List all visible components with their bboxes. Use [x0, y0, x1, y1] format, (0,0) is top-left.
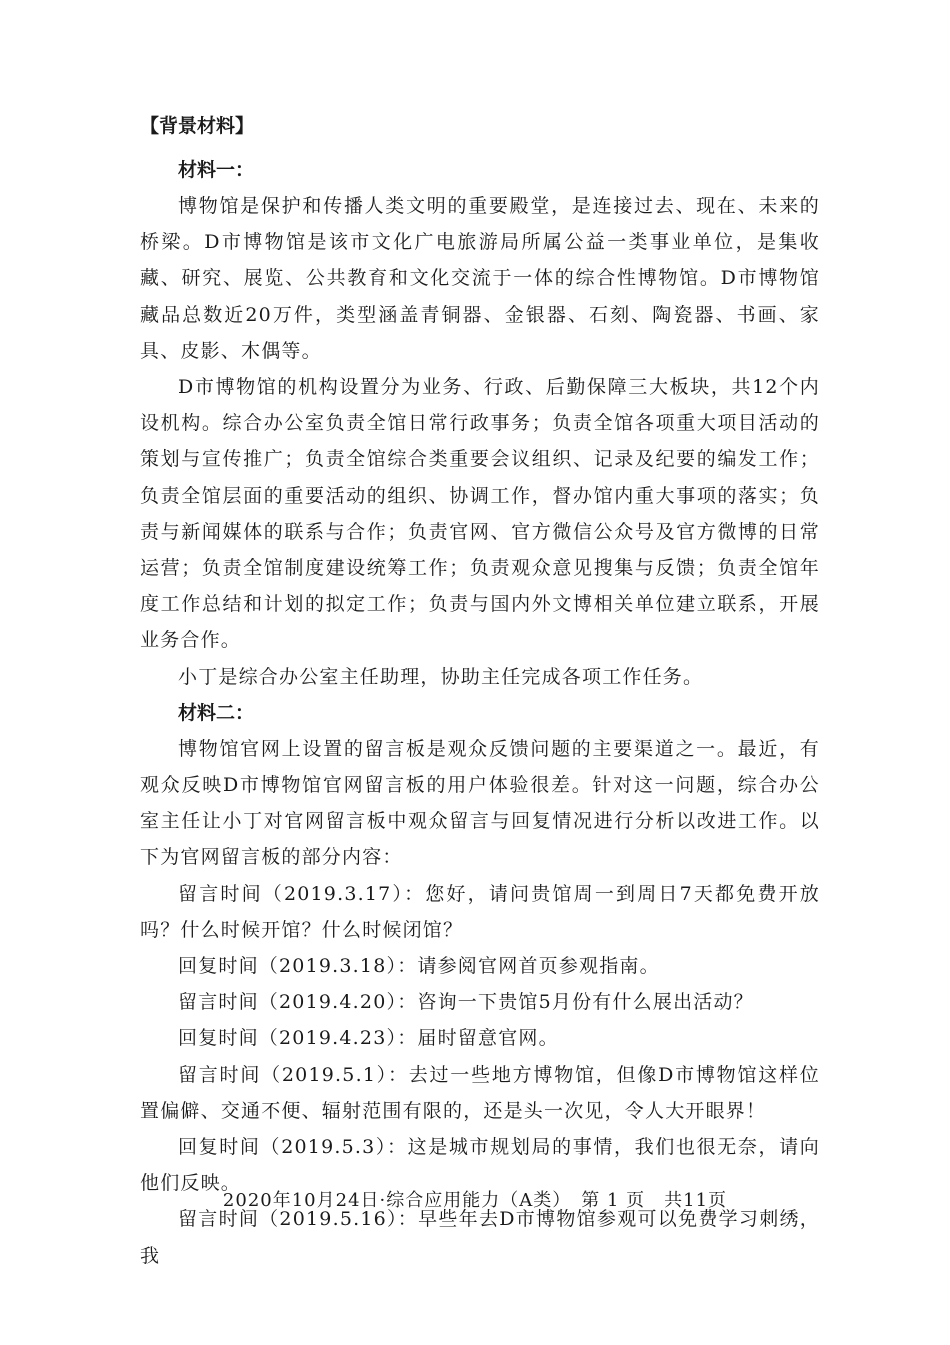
page-footer: 2020年10月24日·综合应用能力（A类） 第 1 页 共11页 — [222, 1190, 728, 1211]
message-entry: 留言时间（2019.3.17）：您好，请问贵馆周一到周日7天都免费开放吗？什么时候开馆？什么时候闭馆？ — [140, 882, 820, 941]
material-1-paragraph-3: 小丁是综合办公室主任助理，协助主任完成各项工作任务。 — [178, 665, 704, 688]
message-entry: 留言时间（2019.4.20）：咨询一下贵馆5月份有什么展出活动？ — [178, 991, 754, 1014]
material-2-paragraph-1: 博物馆官网上设置的留言板是观众反馈问题的主要渠道之一。最近，有观众反映D市博物馆官网留言板的用户体验很差。针对这一问题，综合办公室主任让小丁对官网留言板中观众留言与回复情况进行分析以改进工作。以下为官网留言板的部分内容： — [140, 737, 820, 869]
reply-entry: 回复时间（2019.5.3）：这是城市规划局的事情，我们也很无奈，请向他们反映。 — [140, 1136, 820, 1195]
page-content — [140, 108, 820, 1274]
message-entry: 留言时间（2019.5.16）：早些年去D市博物馆参观可以免费学习刺绣，我 — [140, 1208, 820, 1267]
material-1-paragraph-2: D市博物馆的机构设置分为业务、行政、后勤保障三大板块，共12个内设机构。综合办公室负责全馆日常行政事务；负责全馆各项重大项目活动的策划与宣传推广；负责全馆综合类重要会议组织、记录及纪要的编发工作；负责全馆层面的重要活动的组织、协调工作，督办馆内重大事项的落实；负责与新闻媒体的联系与合作；负责官网、官方微信公众号及官方微博的日常运营；负责全馆制度建设统筹工作；负责观众意见搜集与反馈；负责全馆年度工作总结和计划的拟定工作；负责与国内外文博相关单位建立联系，开展业务合作。 — [140, 376, 820, 652]
message-entry: 留言时间（2019.5.1）：去过一些地方博物馆，但像D市博物馆这样位置偏僻、交通不便、辐射范围有限的，还是头一次见，令人大开眼界！ — [140, 1063, 820, 1122]
material-1-title: 材料一： — [178, 159, 255, 181]
reply-entry: 回复时间（2019.3.18）：请参阅官网首页参观指南。 — [178, 955, 660, 978]
material-1-paragraph-1: 博物馆是保护和传播人类文明的重要殿堂，是连接过去、现在、未来的桥梁。D市博物馆是该市文化广电旅游局所属公益一类事业单位，是集收藏、研究、展览、公共教育和文化交流于一体的综合性博物馆。D市博物馆藏品总数近20万件，类型涵盖青铜器、金银器、石刻、陶瓷器、书画、家具、皮影、木偶等。 — [140, 195, 820, 362]
material-2-title: 材料二： — [178, 701, 255, 724]
reply-entry: 回复时间（2019.4.23）：届时留意官网。 — [178, 1027, 559, 1050]
section-title: 【背景材料】 — [140, 115, 255, 137]
